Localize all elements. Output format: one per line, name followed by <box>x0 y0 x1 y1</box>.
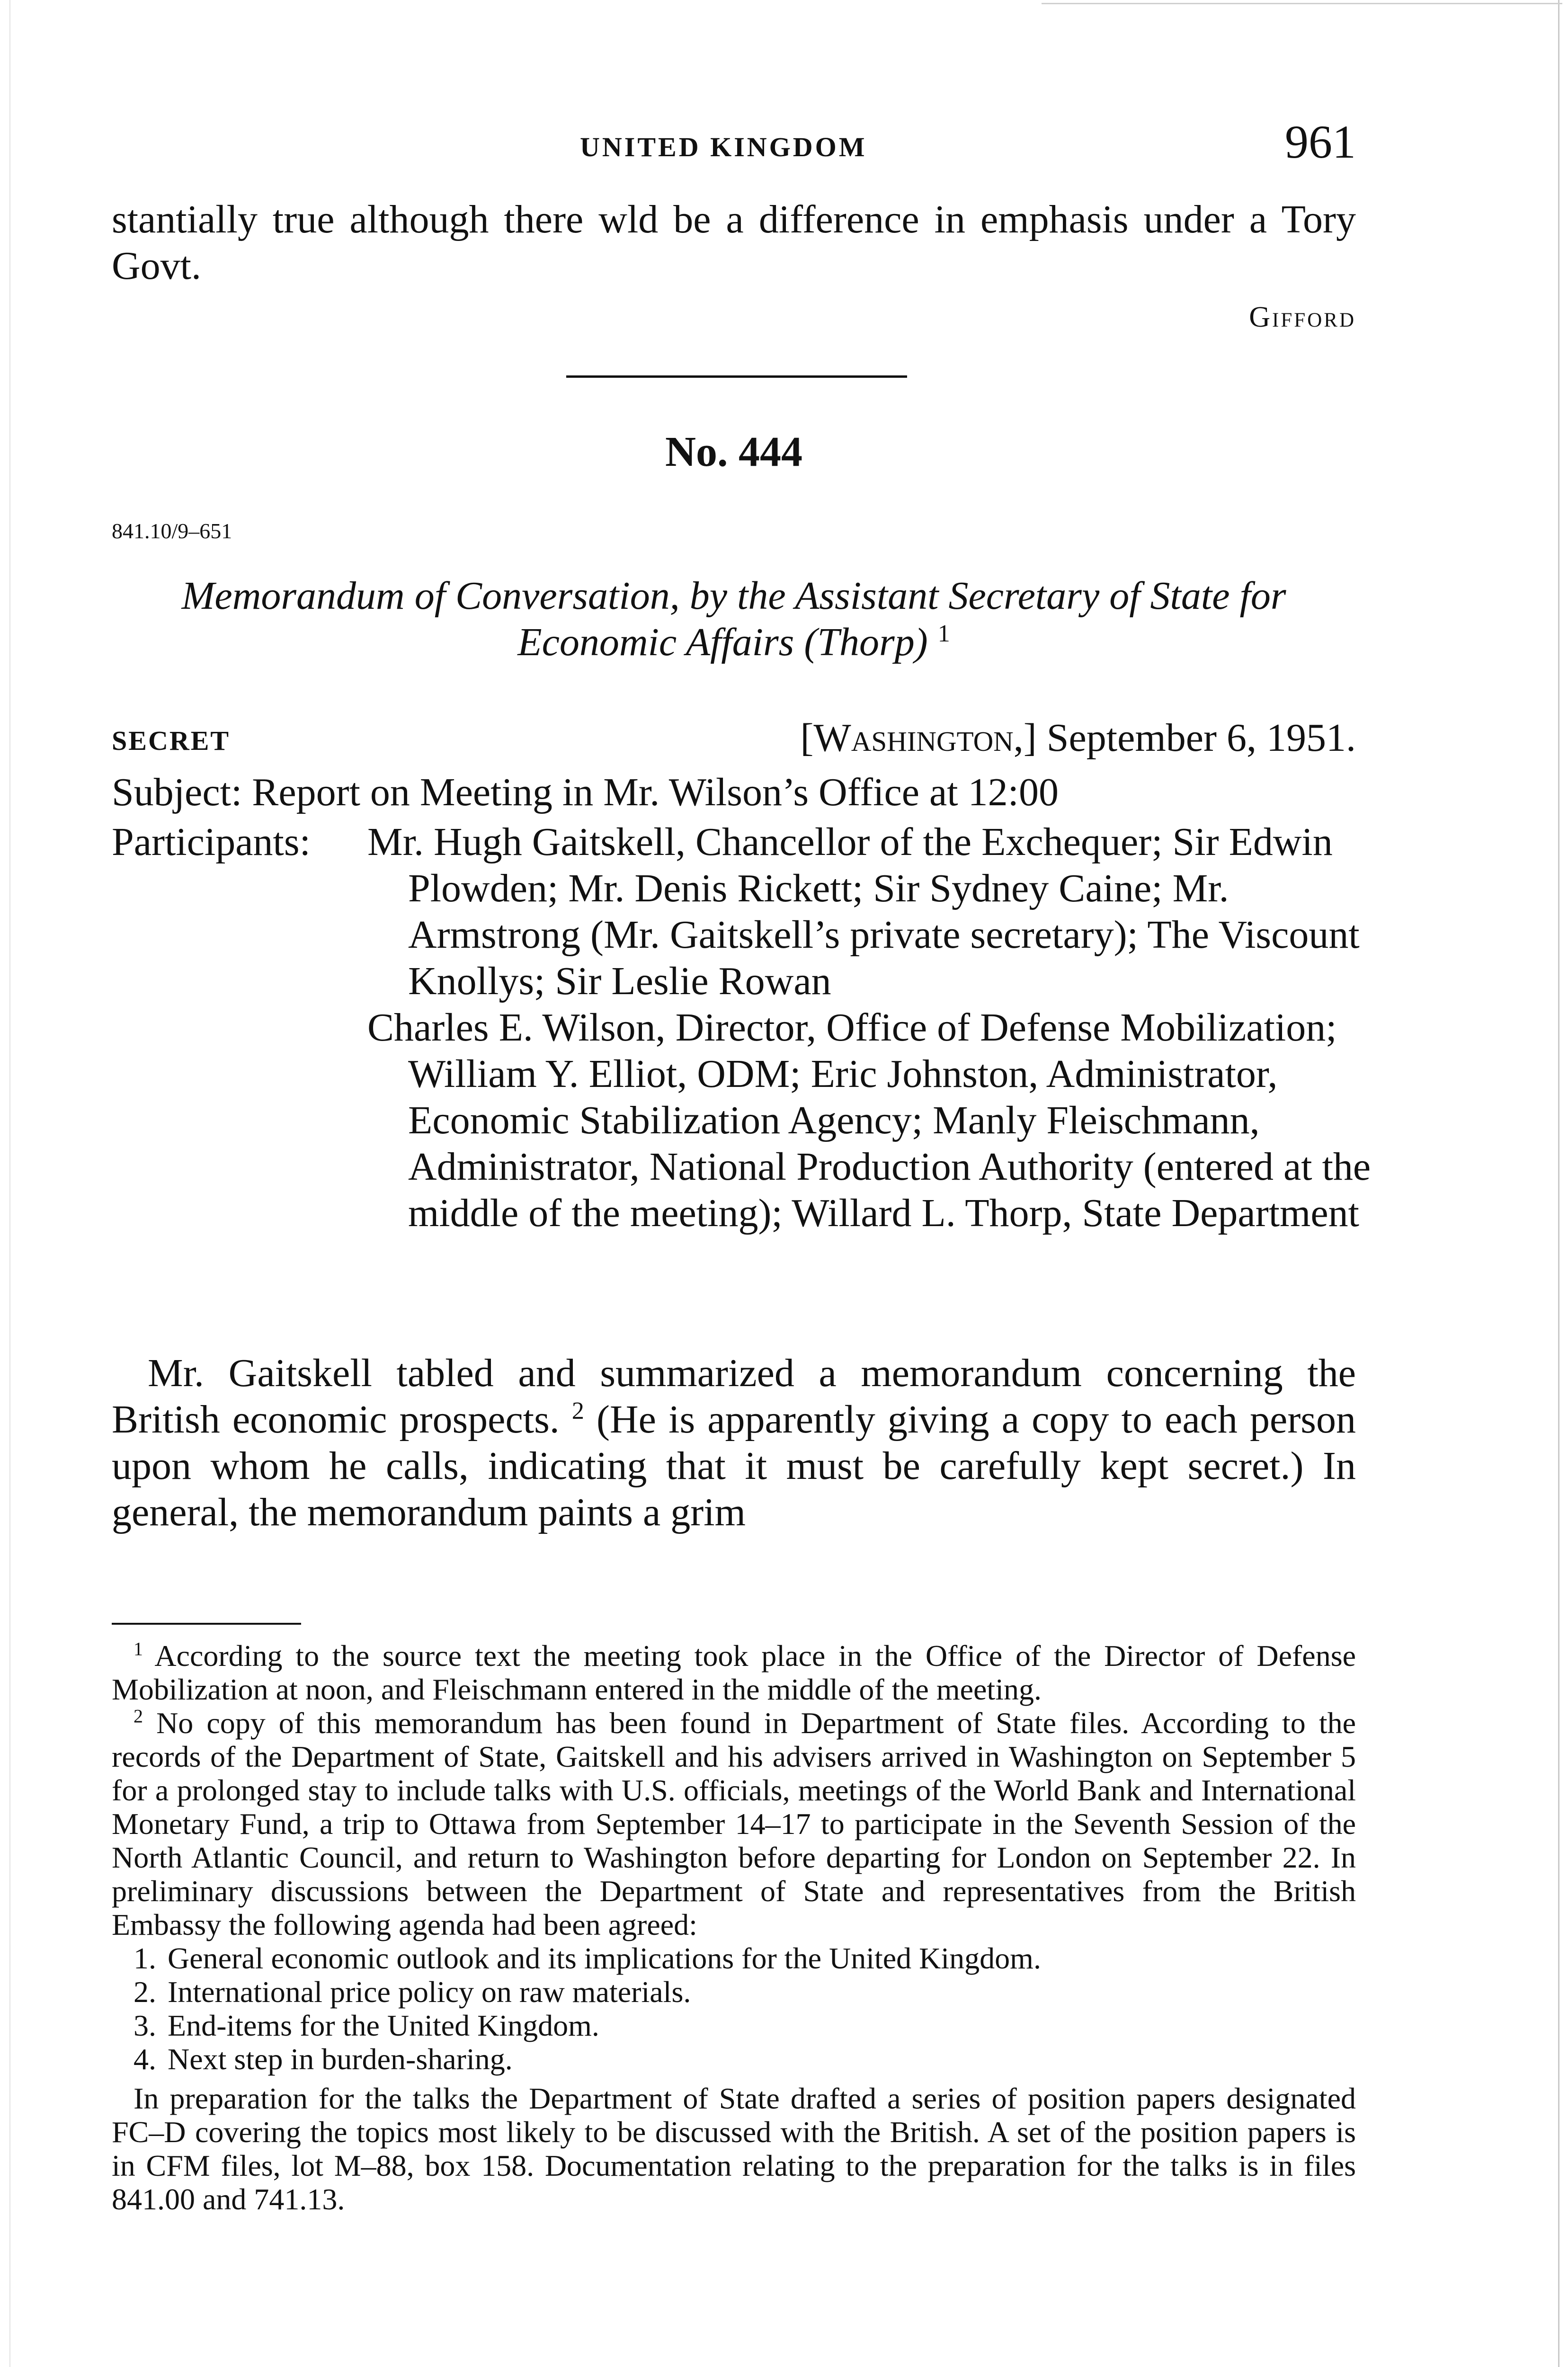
document-title-text: Memorandum of Conversation, by the Assistant Secretary of State for Economic Affairs (Thorp) <box>181 574 1286 664</box>
date: September 6, 1951. <box>1046 716 1356 760</box>
footnote-2-text: No copy of this memorandum has been found in Department of State files. According to the records of the Department of State, Gaitskell and his advisers arrived in Washington on September 5 for a prolonged stay to include talks with U.S. officials, meetings of the World Bank and International Monetary Fund, a trip to Ottawa from September 14–17 to participate in the Seventh Session of the North Atlantic Council, and return to Washington before departing for London on September 22. In preliminary discussions between the Department of State and representatives from the British Embassy the following agenda had been agreed: <box>112 1706 1356 1941</box>
scan-edge-top <box>1042 3 1562 4</box>
agenda-item-number: 2. <box>134 1975 156 2009</box>
footnote-2-continuation: In preparation for the talks the Department of State drafted a series of position papers designated FC–D covering the topics most likely to be discussed with the British. A set of the position papers is in CFM files, lot M–88, box 158. Documentation relating to the preparation for the talks is in files 841.00 and 741.13. <box>112 2082 1356 2216</box>
running-head: UNITED KINGDOM <box>580 132 867 162</box>
agenda-item <box>112 2009 1356 2042</box>
place: Washington, <box>813 716 1024 760</box>
document-title <box>112 573 1356 666</box>
body-text-part-1: Mr. Gaitskell tabled and summarized a memorandum concerning the British economic prospects. <box>112 1351 1356 1442</box>
footnote-rule <box>112 1623 301 1625</box>
agenda-item-text: End-items for the United Kingdom. <box>168 2009 599 2042</box>
document-number: No. 444 <box>665 428 802 475</box>
agenda-item-number: 4. <box>134 2042 156 2076</box>
previous-document-closing-text: stantially true although there wld be a difference in emphasis under a Tory Govt. <box>112 197 1356 288</box>
agenda-item <box>112 1941 1356 1975</box>
scan-edge-right <box>1558 0 1559 2367</box>
participants-british: Mr. Hugh Gaitskell, Chancellor of the Exchequer; Sir Edwin Plowden; Mr. Denis Rickett; Sir Sydney Caine; Mr. Armstrong (Mr. Gaitskell’s private secretary); The Viscount Knollys; Sir Leslie Rowan <box>367 820 1360 1003</box>
agenda-item-text: Next step in burden-sharing. <box>168 2042 513 2076</box>
footnote-ref-1: 1 <box>937 620 950 647</box>
file-reference: 841.10/9–651 <box>112 519 232 543</box>
page-number: 961 <box>1285 116 1356 168</box>
agenda-item-text: General economic outlook and its implications for the United Kingdom. <box>168 1941 1041 1975</box>
signature: Gifford <box>1249 301 1356 333</box>
agenda-item-text: International price policy on raw materials. <box>168 1975 691 2009</box>
agenda-item-number: 3. <box>134 2009 156 2042</box>
classification-label: SECRET <box>112 725 231 756</box>
footnote-2-marker: 2 <box>134 1705 143 1727</box>
agenda-item-number: 1. <box>134 1941 156 1975</box>
participants-american: Charles E. Wilson, Director, Office of Defense Mobilization; William Y. Elliot, ODM; Eric Johnston, Administrator, Economic Stabilization Agency; Manly Fleischmann, Administrator, National Production Authority (entered at the middle of the meeting); Willard L. Thorp, State Department <box>367 1006 1371 1235</box>
body-paragraph <box>112 1350 1356 1536</box>
footnote-ref-2: 2 <box>571 1397 584 1424</box>
footnote-1 <box>112 1639 1356 1706</box>
agenda-list <box>112 1941 1356 2076</box>
footnote-1-marker: 1 <box>134 1638 143 1660</box>
place-and-date: [Washington,] September 6, 1951. <box>800 716 1356 760</box>
participants-label: Participants: <box>112 820 311 864</box>
subject-line: Subject: Report on Meeting in Mr. Wilson’s Office at 12:00 <box>112 770 1059 814</box>
agenda-item <box>112 1975 1356 2009</box>
section-divider <box>566 375 907 378</box>
footnotes <box>112 1639 1356 2216</box>
footnote-1-text: According to the source text the meeting took place in the Office of the Director of Defense Mobilization at noon, and Fleischmann entered in the middle of the meeting. <box>112 1639 1356 1706</box>
scan-edge-left <box>9 0 10 2367</box>
body-text-part-2: (He is apparently giving a copy to each person upon whom he calls, indicating that it must be carefully kept secret.) In general, the memorandum paints a grim <box>112 1397 1356 1534</box>
footnote-2 <box>112 1706 1356 1941</box>
agenda-item <box>112 2042 1356 2076</box>
